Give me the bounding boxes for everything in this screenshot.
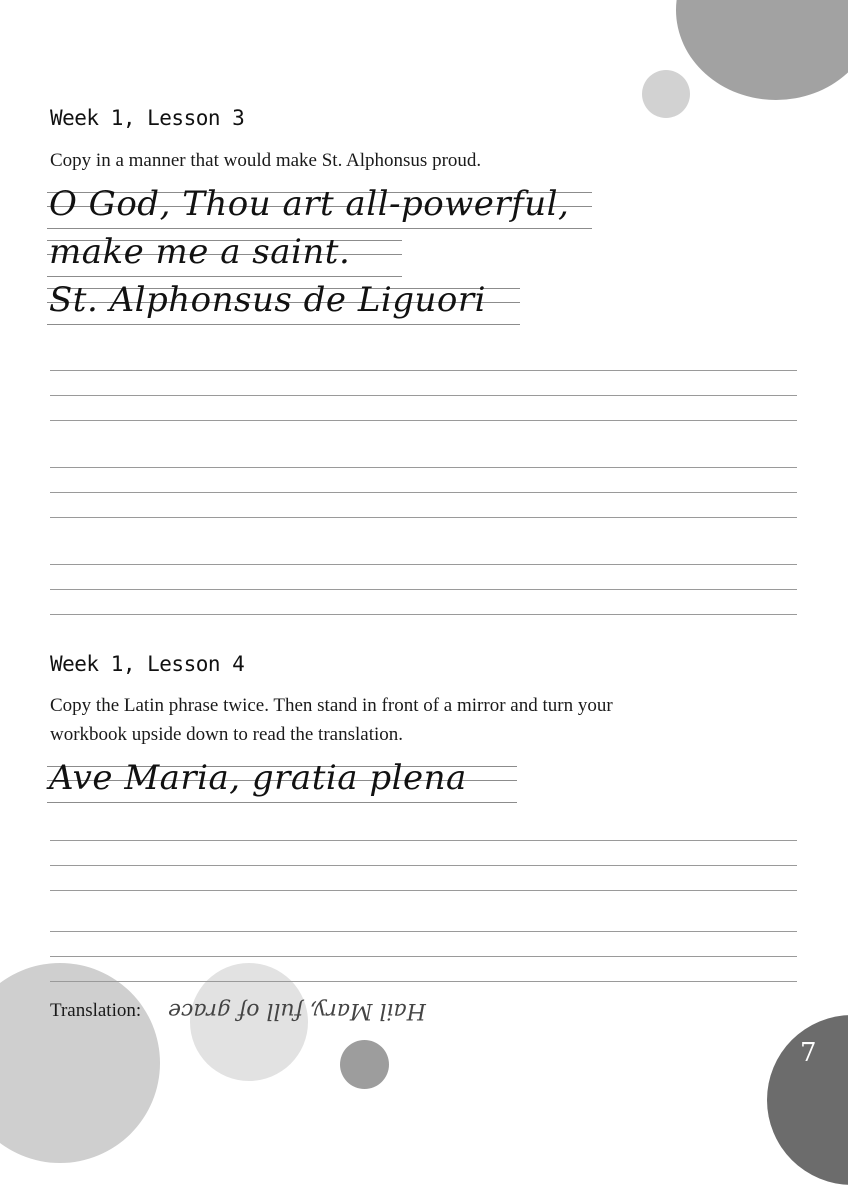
lesson-4-heading: Week 1, Lesson 4 bbox=[50, 652, 245, 676]
writing-line bbox=[50, 589, 797, 590]
translation-label: Translation: bbox=[50, 1000, 142, 1021]
writing-line bbox=[50, 467, 797, 468]
writing-line bbox=[50, 890, 797, 891]
writing-line bbox=[50, 370, 797, 371]
decorative-circle-top-small bbox=[642, 70, 690, 118]
model-line-1-text: O God, Thou art all-powerful, bbox=[49, 184, 570, 224]
writing-line bbox=[50, 931, 797, 932]
writing-line bbox=[50, 956, 797, 957]
writing-line bbox=[50, 981, 797, 982]
writing-line bbox=[50, 492, 797, 493]
writing-line bbox=[50, 420, 797, 421]
decorative-circle-bottom-small bbox=[340, 1040, 389, 1089]
writing-line bbox=[50, 517, 797, 518]
model-line-1 bbox=[47, 184, 592, 230]
writing-line bbox=[50, 614, 797, 615]
writing-line bbox=[50, 840, 797, 841]
lesson-4-instruction-line-1: Copy the Latin phrase twice. Then stand in front of a mirror and turn your bbox=[50, 695, 613, 716]
translation-upside-down-text: Hail Mary, full of grace bbox=[168, 998, 426, 1023]
writing-line bbox=[50, 865, 797, 866]
model-line-2 bbox=[47, 232, 402, 278]
page-number: 7 bbox=[800, 1038, 817, 1068]
writing-line bbox=[50, 395, 797, 396]
model-line-latin-text: Ave Maria, gratia plena bbox=[49, 758, 467, 798]
lesson-4-instruction-line-2: workbook upside down to read the translation. bbox=[50, 724, 404, 745]
decorative-circle-bottom-left bbox=[0, 963, 160, 1163]
writing-line bbox=[50, 564, 797, 565]
model-line-2-text: make me a saint. bbox=[49, 232, 351, 272]
model-line-3-text: St. Alphonsus de Liguori bbox=[49, 280, 487, 320]
model-line-3 bbox=[47, 280, 520, 326]
model-line-latin bbox=[47, 758, 517, 804]
lesson-3-instruction: Copy in a manner that would make St. Alphonsus proud. bbox=[50, 150, 482, 171]
lesson-3-heading: Week 1, Lesson 3 bbox=[50, 106, 245, 130]
decorative-circle-top-large bbox=[676, 0, 848, 100]
